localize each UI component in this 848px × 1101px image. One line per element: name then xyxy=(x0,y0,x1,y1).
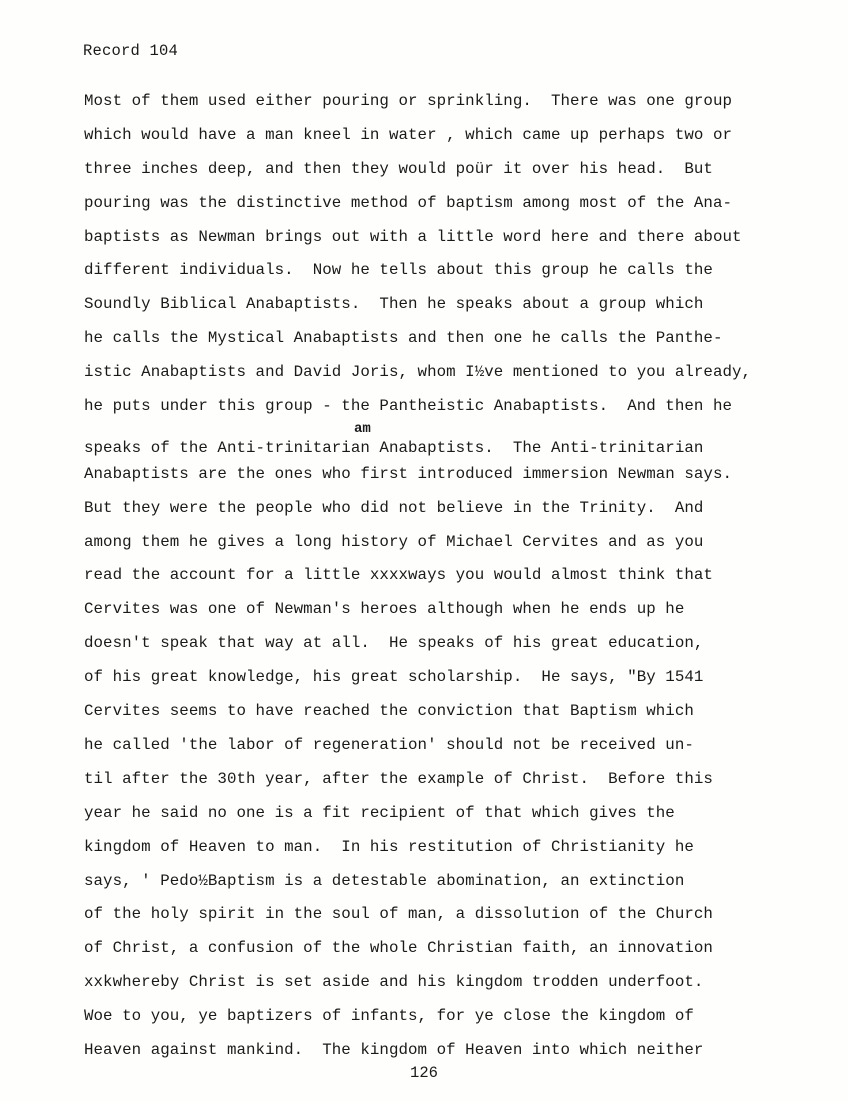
text-line: different individuals. Now he tells about this group he calls the xyxy=(84,261,713,280)
text-line: But they were the people who did not believe in the Trinity. And xyxy=(84,498,704,517)
body-text xyxy=(84,90,804,1073)
text-line: which would have a man kneel in water , which came up perhaps two or xyxy=(84,125,733,144)
text-line: istic Anabaptists and David Joris, whom I½ve mentioned to you already, xyxy=(84,363,752,382)
text-line: among them he gives a long history of Michael Cervites and as you xyxy=(84,532,704,551)
text-line: read the account for a little xxxxways you would almost think that xyxy=(84,566,713,585)
record-header: Record 104 xyxy=(83,42,179,60)
text-line: kingdom of Heaven to man. In his restitution of Christianity he xyxy=(84,837,694,856)
text-line: he called 'the labor of regeneration' should not be received un- xyxy=(84,735,694,754)
text-line: Woe to you, ye baptizers of infants, for ye close the kingdom of xyxy=(84,1007,694,1026)
text-line: of his great knowledge, his great scholarship. He says, "By 1541 xyxy=(84,668,704,687)
text-line: Cervites was one of Newman's heroes although when he ends up he xyxy=(84,600,685,619)
text-line: xxkwhereby Christ is set aside and his kingdom trodden underfoot. xyxy=(84,973,704,992)
insertion-mark: am xyxy=(354,421,371,438)
text-line: three inches deep, and then they would poür it over his head. But xyxy=(84,159,713,178)
text-line: pouring was the distinctive method of baptism among most of the Ana- xyxy=(84,193,733,212)
text-line: Cervites seems to have reached the conviction that Baptism which xyxy=(84,702,694,721)
text-line: of the holy spirit in the soul of man, a dissolution of the Church xyxy=(84,905,713,924)
text-line: Soundly Biblical Anabaptists. Then he speaks about a group which xyxy=(84,295,704,314)
text-line: til after the 30th year, after the example of Christ. Before this xyxy=(84,769,713,788)
text-line: year he said no one is a fit recipient of that which gives the xyxy=(84,803,675,822)
text-line: Anabaptists are the ones who first introduced immersion Newman says. xyxy=(84,464,733,483)
page-number: 126 xyxy=(410,1064,438,1082)
text-line: he calls the Mystical Anabaptists and then one he calls the Panthe- xyxy=(84,329,723,348)
text-line: baptists as Newman brings out with a little word here and there about xyxy=(84,227,742,246)
text-line: of Christ, a confusion of the whole Christian faith, an innovation xyxy=(84,939,713,958)
text-line: he puts under this group - the Pantheistic Anabaptists. And then he xyxy=(84,397,733,416)
text-line: Most of them used either pouring or sprinkling. There was one group xyxy=(84,92,733,110)
text-line: speaks of the Anti-trinitarian Anabaptists. The Anti-trinitarian xyxy=(84,439,704,458)
text-line: Heaven against mankind. The kingdom of Heaven into which neither xyxy=(84,1040,704,1059)
text-line: says, ' Pedo½Baptism is a detestable abomination, an extinction xyxy=(84,871,685,890)
text-line: doesn't speak that way at all. He speaks of his great education, xyxy=(84,634,704,653)
